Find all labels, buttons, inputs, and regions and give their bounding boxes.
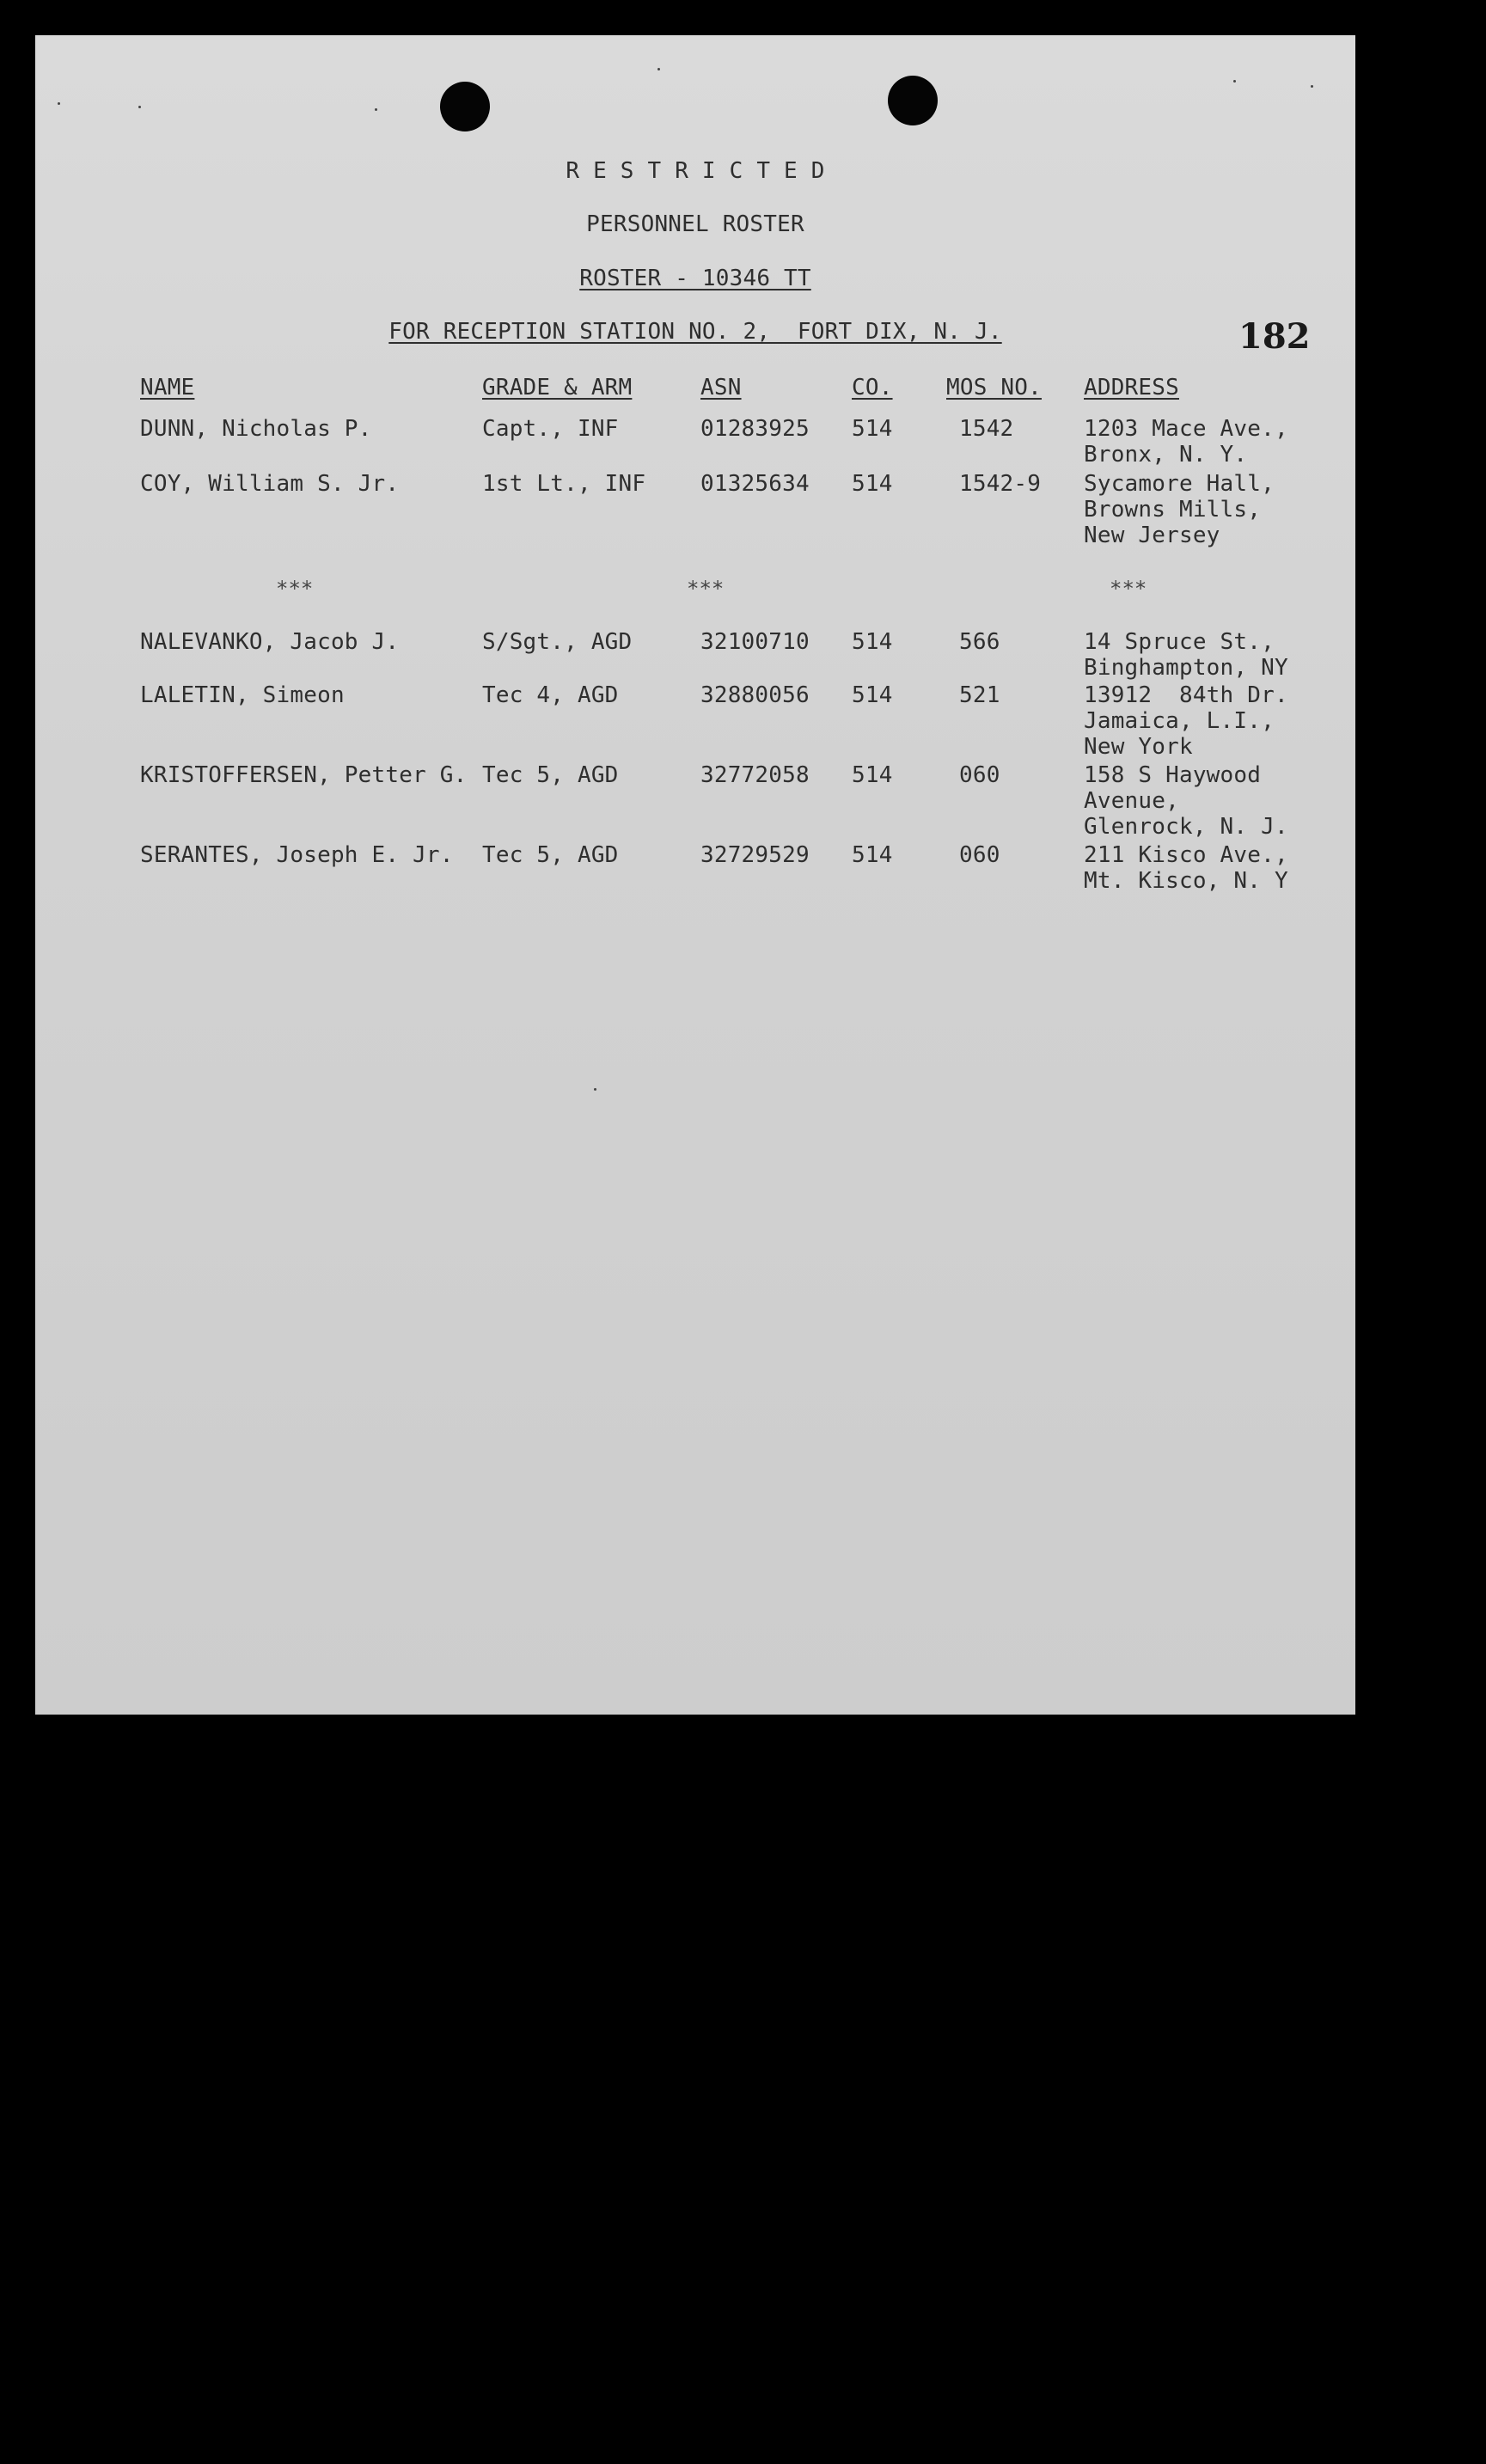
cell-asn: 32772058 [700,762,810,788]
dust-speck [138,106,141,108]
separator-stars: *** [276,577,314,601]
cell-asn: 32880056 [700,682,810,708]
cell-asn: 32100710 [700,629,810,655]
dust-speck [657,68,660,70]
cell-grade-arm: Tec 5, AGD [482,762,619,788]
roster-id: ROSTER - 10346 TT [579,266,811,291]
dust-speck [58,102,60,105]
cell-asn: 32729529 [700,842,810,868]
cell-address-line: Binghampton, NY [1084,655,1288,681]
cell-co: 514 [852,471,893,497]
cell-grade-arm: S/Sgt., AGD [482,629,633,655]
cell-name: DUNN, Nicholas P. [140,416,372,442]
cell-name: KRISTOFFERSEN, Petter G. [140,762,468,788]
cell-asn: 01283925 [700,416,810,442]
cell-address-line: 14 Spruce St., [1084,629,1275,655]
cell-address-line: Bronx, N. Y. [1084,442,1248,468]
header-grade-arm: GRADE & ARM [482,375,633,400]
cell-mos: 521 [959,682,1000,708]
cell-address-line: 158 S Haywood [1084,762,1262,788]
cell-address-line: Glenrock, N. J. [1084,814,1288,840]
roster-sheet [35,35,1355,1715]
cell-name: SERANTES, Joseph E. Jr. [140,842,454,868]
dust-speck [1311,85,1313,88]
cell-mos: 1542-9 [959,471,1042,497]
cell-address-line: Sycamore Hall, [1084,471,1275,497]
cell-mos: 060 [959,842,1000,868]
cell-grade-arm: Tec 4, AGD [482,682,619,708]
header-mos: MOS NO. [946,375,1042,400]
dust-speck [375,108,377,111]
cell-grade-arm: Tec 5, AGD [482,842,619,868]
cell-name: LALETIN, Simeon [140,682,345,708]
cell-address-line: New Jersey [1084,523,1220,548]
cell-address-line: Mt. Kisco, N. Y [1084,868,1288,894]
cell-address-line: Jamaica, L.I., [1084,708,1275,734]
separator-stars: *** [1110,577,1147,601]
separator-stars: *** [687,577,725,601]
cell-name: COY, William S. Jr. [140,471,400,497]
cell-co: 514 [852,842,893,868]
cell-address-line: Avenue, [1084,788,1179,814]
cell-grade-arm: 1st Lt., INF [482,471,646,497]
cell-co: 514 [852,629,893,655]
cell-co: 514 [852,682,893,708]
dust-speck [1233,80,1236,83]
cell-mos: 060 [959,762,1000,788]
cell-address-line: 211 Kisco Ave., [1084,842,1288,868]
cell-co: 514 [852,762,893,788]
document-title: PERSONNEL ROSTER [586,211,804,237]
header-asn: ASN [700,375,742,400]
cell-address-line: 13912 84th Dr. [1084,682,1288,708]
station-line: FOR RECEPTION STATION NO. 2, FORT DIX, N. J. [388,319,1002,345]
cell-address-line: 1203 Mace Ave., [1084,416,1288,442]
cell-mos: 1542 [959,416,1014,442]
cell-address-line: New York [1084,734,1193,760]
dust-speck [594,1088,596,1091]
punch-hole-right [888,76,938,125]
cell-asn: 01325634 [700,471,810,497]
page-number: 182 [1238,316,1311,357]
header-co: CO. [852,375,893,400]
header-name: NAME [140,375,195,400]
cell-name: NALEVANKO, Jacob J. [140,629,400,655]
cell-co: 514 [852,416,893,442]
classification-heading: R E S T R I C T E D [566,158,825,184]
cell-mos: 566 [959,629,1000,655]
header-address: ADDRESS [1084,375,1179,400]
cell-grade-arm: Capt., INF [482,416,619,442]
punch-hole-left [440,82,490,131]
cell-address-line: Browns Mills, [1084,497,1262,523]
